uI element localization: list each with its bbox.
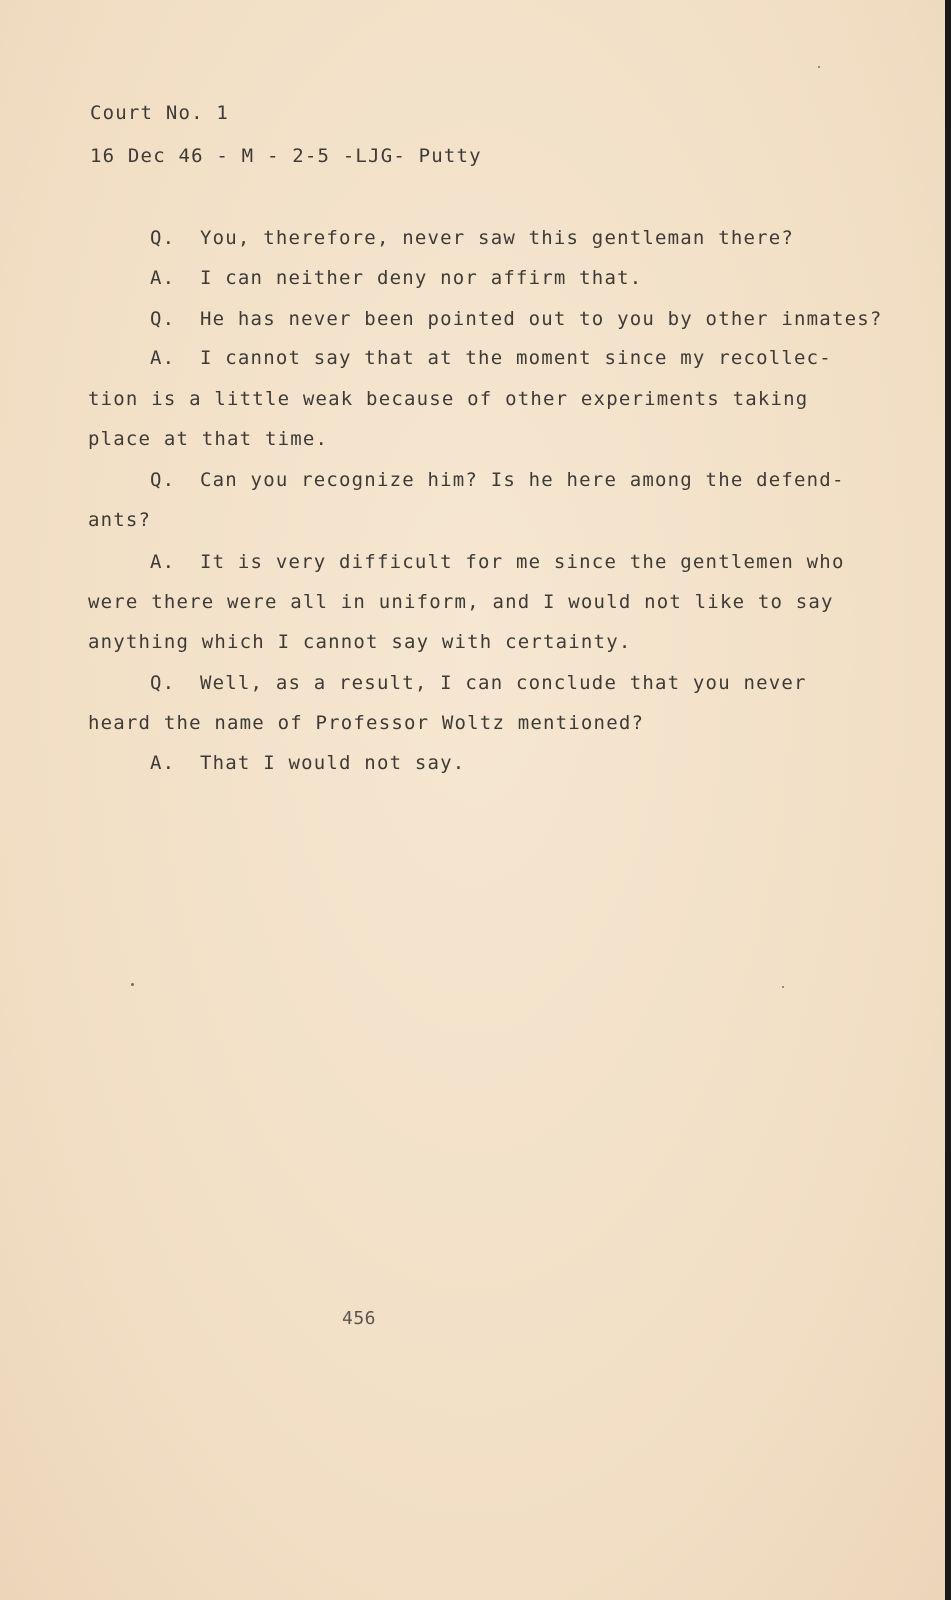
transcript-line <box>150 229 794 248</box>
speaker-tag: A. <box>150 752 176 774</box>
speaker-tag: Q. <box>150 672 176 694</box>
transcript-line <box>150 471 845 490</box>
transcript-continuation: tion is a little weak because of other experiments taking <box>88 388 809 410</box>
paper-speck <box>818 66 820 68</box>
transcript-continuation: anything which I cannot say with certainty. <box>88 631 632 653</box>
transcript-line <box>150 310 883 329</box>
line-text: I can neither deny nor affirm that. <box>200 267 643 289</box>
line-text: Can you recognize him? Is he here among the defend- <box>200 469 845 491</box>
speaker-tag: Q. <box>150 227 176 249</box>
transcript-continuation: ants? <box>88 509 152 531</box>
line-text: You, therefore, never saw this gentleman there? <box>200 227 795 249</box>
transcript-continuation: were there were all in uniform, and I would not like to say <box>88 591 834 613</box>
speaker-tag: Q. <box>150 469 176 491</box>
transcript-continuation: heard the name of Professor Woltz mentioned? <box>88 712 645 734</box>
transcript-line <box>150 269 642 288</box>
court-number: Court No. 1 <box>90 102 230 124</box>
speaker-tag: Q. <box>150 308 176 330</box>
speaker-tag: A. <box>150 347 176 369</box>
transcript-line <box>150 674 807 693</box>
transcript-line <box>150 754 465 773</box>
line-text: He has never been pointed out to you by other inmates? <box>200 308 883 330</box>
transcript-line <box>150 349 832 368</box>
transcript-line <box>150 553 845 572</box>
line-text: It is very difficult for me since the gentlemen who <box>200 551 845 573</box>
line-text: I cannot say that at the moment since my recollec- <box>200 347 832 369</box>
paper-speck <box>131 983 134 986</box>
speaker-tag: A. <box>150 267 176 289</box>
line-text: That I would not say. <box>200 752 466 774</box>
page-number: 456 <box>342 1308 377 1329</box>
line-text: Well, as a result, I can conclude that you never <box>200 672 807 694</box>
paper-speck <box>782 986 784 988</box>
session-line: 16 Dec 46 - M - 2-5 -LJG- Putty <box>90 145 482 167</box>
transcript-continuation: place at that time. <box>88 428 329 450</box>
speaker-tag: A. <box>150 551 176 573</box>
